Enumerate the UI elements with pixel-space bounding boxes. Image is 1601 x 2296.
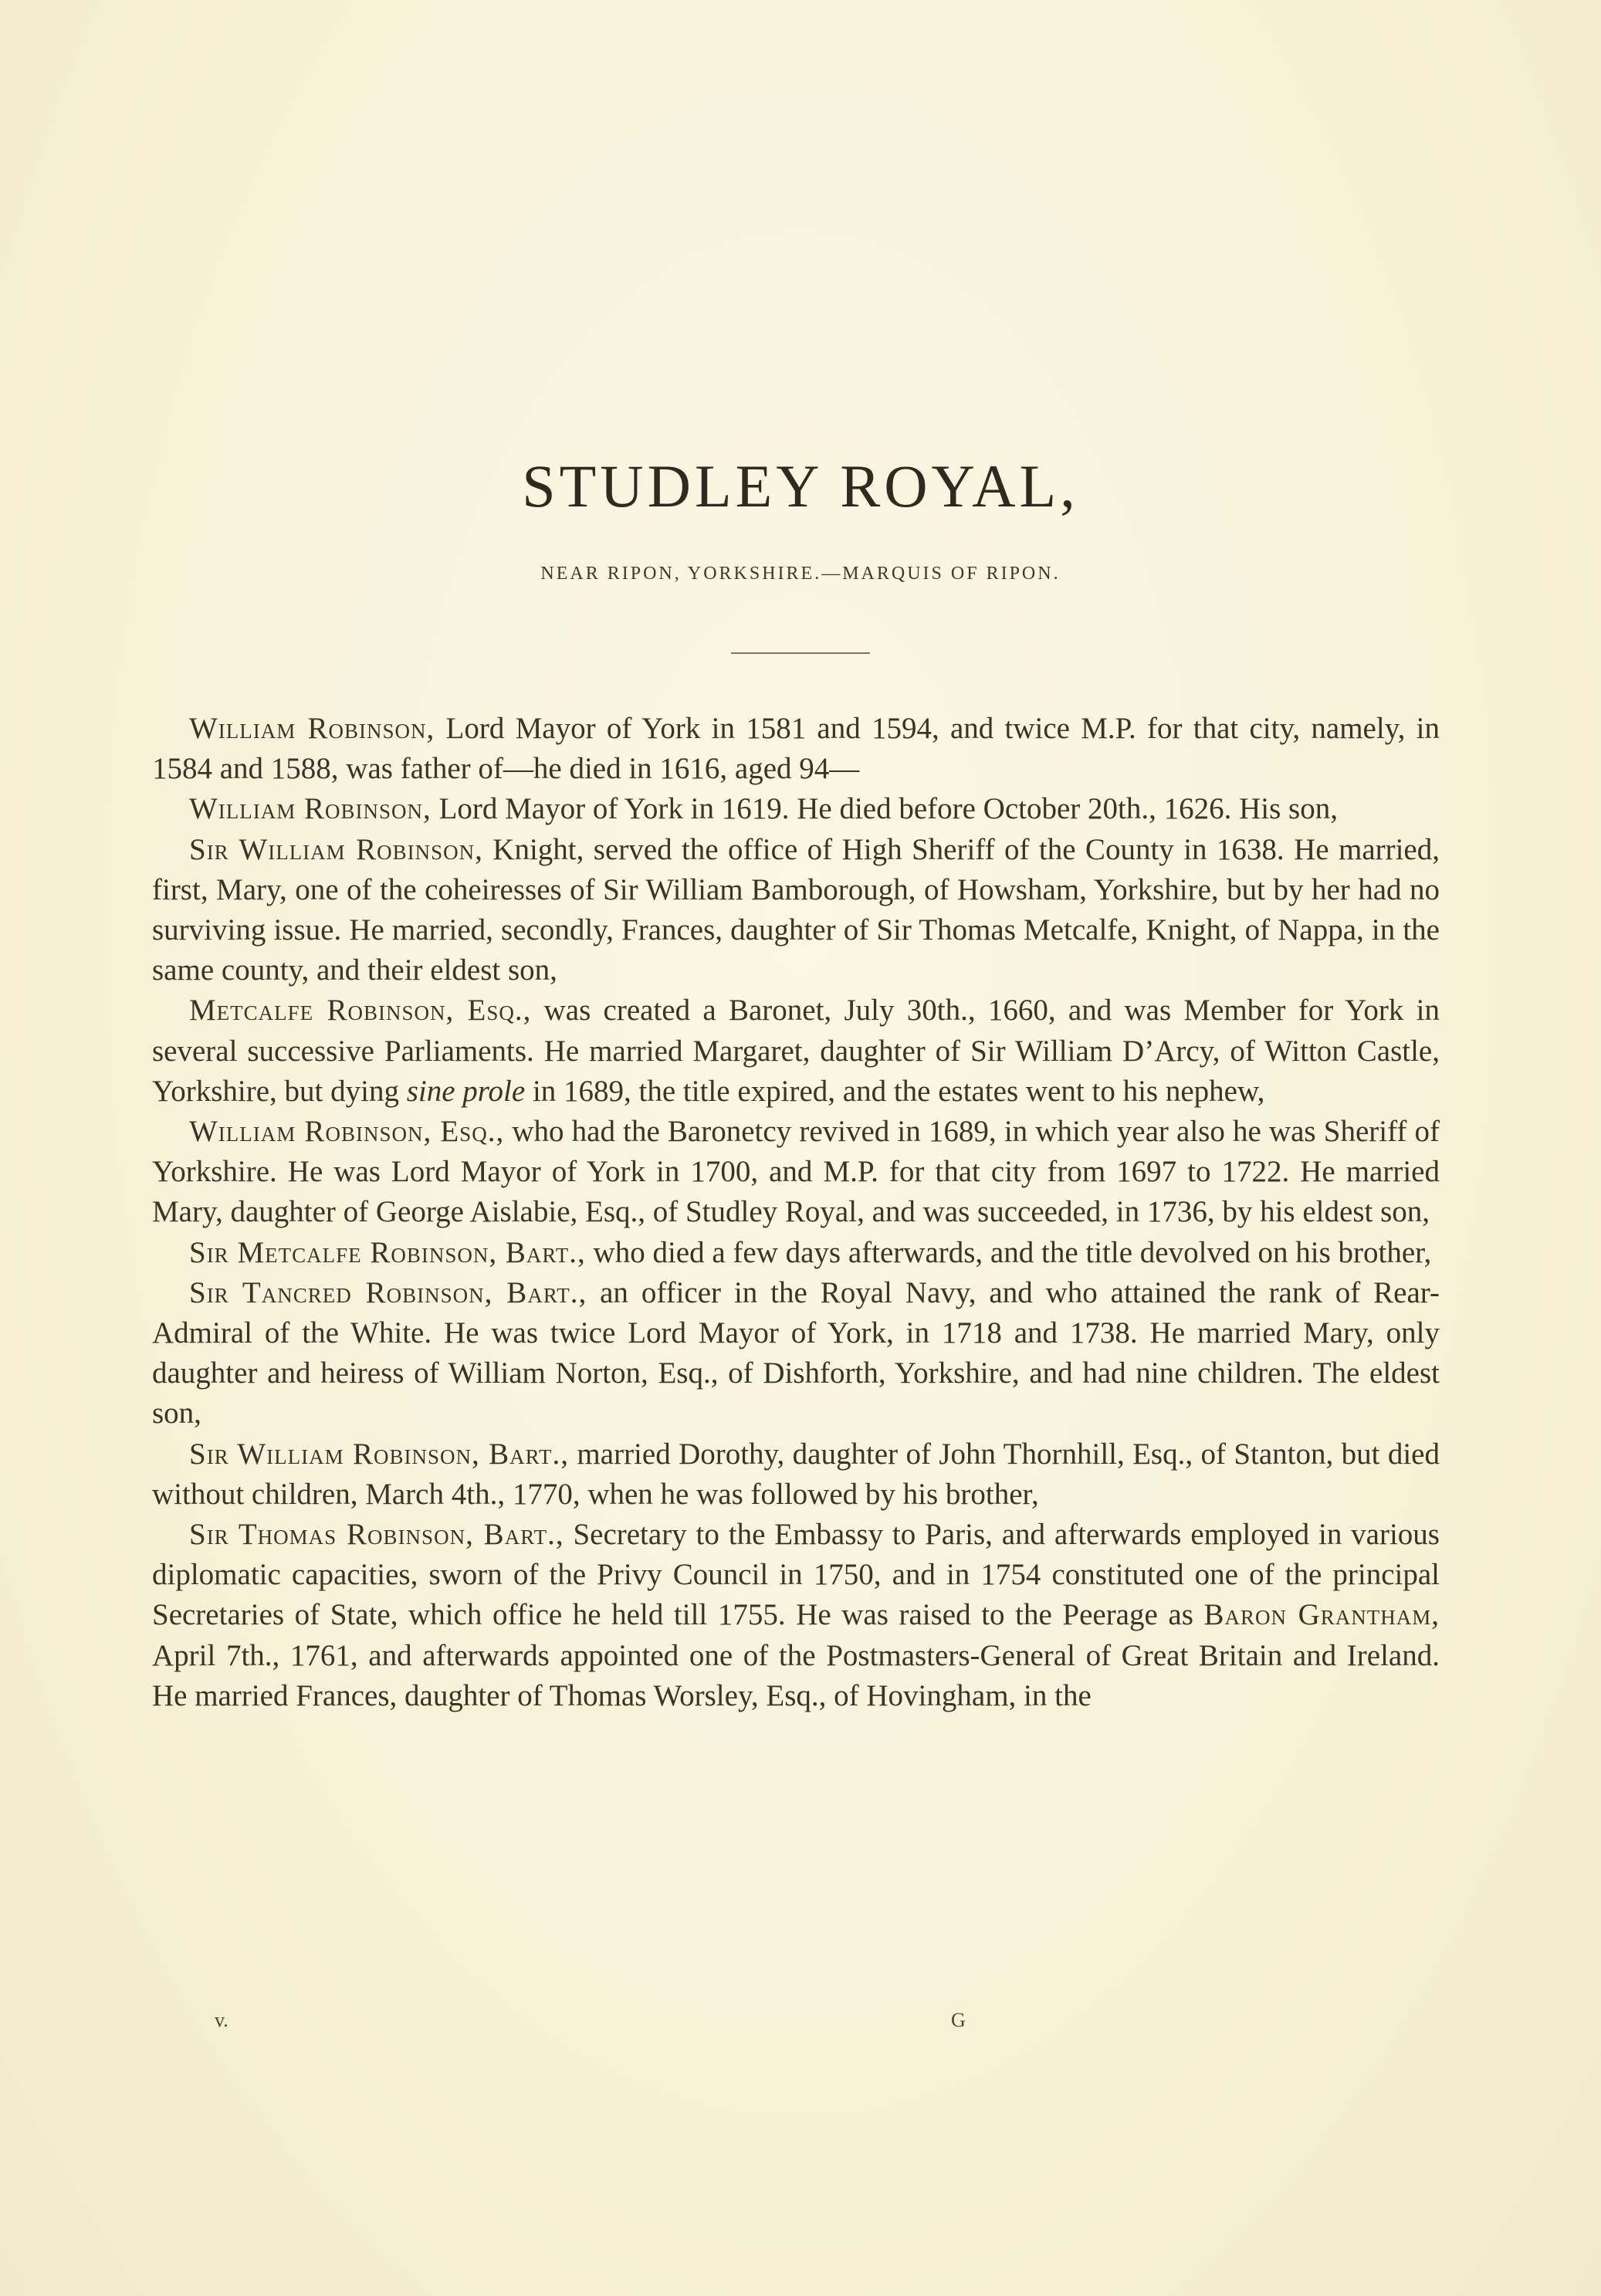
page-title: STUDLEY ROYAL, xyxy=(522,452,1079,520)
paragraph xyxy=(152,1434,1440,1515)
italic-phrase: sine prole xyxy=(406,1074,526,1108)
paragraph-text: was created a Baronet, July 30th., 1660, and was Member for York in several successive Parliaments. He married Margaret, daughter of Sir William D’Arcy, of Witton Castle, Yorkshire, but dying xyxy=(152,994,1440,1108)
person-name: Sir William Robinson, Bart., xyxy=(189,1437,570,1471)
person-name: Sir Thomas Robinson, Bart., xyxy=(189,1518,564,1552)
paragraph xyxy=(152,709,1440,789)
paragraph-text: who had the Baronetcy revived in 1689, in which year also he was Sheriff of Yorkshire. He was Lord Mayor of York in 1700, and M.P. for that city from 1697 to 1722. He married Mary, daughter of George Aislabie, Esq., of Studley Royal, and was succeeded, in 1736, by his eldest son, xyxy=(152,1115,1440,1229)
signature-mark: G xyxy=(951,2009,966,2031)
paragraph-text: Secretary to the Embassy to Paris, and afterwards employed in various diplomatic capacities, sworn of the Privy Council in 1750, and in 1754 constituted one of the principal Secretaries of State, which office he held till 1755. He was raised to the Peerage as xyxy=(152,1518,1440,1632)
volume-mark: v. xyxy=(215,2009,228,2031)
title-divider xyxy=(731,652,870,654)
paragraph-text: who died a few days afterwards, and the title devolved on his brother, xyxy=(585,1235,1432,1269)
paragraph xyxy=(152,1112,1440,1233)
person-name: Sir Metcalfe Robinson, Bart., xyxy=(189,1235,586,1269)
page-subtitle: NEAR RIPON, YORKSHIRE.—MARQUIS OF RIPON. xyxy=(540,564,1061,584)
person-name: William Robinson, xyxy=(189,792,432,826)
paragraph-text: married Dorothy, daughter of John Thornhill, Esq., of Stanton, but died without children, March 4th., 1770, when he was followed by his brother, xyxy=(152,1437,1440,1511)
page-footer xyxy=(0,2009,1601,2040)
paragraph-text: Lord Mayor of York in 1619. He died before October 20th., 1626. His son, xyxy=(431,792,1338,826)
person-name: Baron Grantham, xyxy=(1203,1598,1440,1632)
paragraph-text: an officer in the Royal Navy, and who attained the rank of Rear-Admiral of the White. He was twice Lord Mayor of York, in 1718 and 1738. He married Mary, only daughter and heiress of William Norton, Esq., of Dishforth, Yorkshire, and had nine children. The eldest son, xyxy=(152,1275,1440,1431)
person-name: Sir William Robinson, xyxy=(189,832,483,866)
paragraph xyxy=(152,789,1440,829)
paragraph-text: Lord Mayor of York in 1581 and 1594, and twice M.P. for that city, namely, in 1584 and 1588, was father of—he died in 1616, aged 94— xyxy=(152,712,1440,786)
paragraph xyxy=(152,1233,1440,1273)
paragraph xyxy=(152,830,1440,991)
person-name: Sir Tancred Robinson, Bart., xyxy=(189,1275,587,1309)
person-name: Metcalfe Robinson, Esq., xyxy=(189,994,532,1028)
body-text xyxy=(152,709,1440,1716)
paragraph xyxy=(152,1515,1440,1716)
person-name: William Robinson, Esq., xyxy=(189,1115,505,1149)
paragraph-text: Knight, served the office of High Sheriff of the County in 1638. He married, first, Mary, one of the coheiresses of Sir William Bamborough, of Howsham, Yorkshire, but by her had no surviving issue. He married, secondly, Frances, daughter of Sir Thomas Metcalfe, Knight, of Nappa, in the same county, and their eldest son, xyxy=(152,832,1440,987)
paragraph-text: in 1689, the title expired, and the estates went to his nephew, xyxy=(525,1074,1265,1108)
paragraph xyxy=(152,1273,1440,1434)
paragraph-text: April 7th., 1761, and afterwards appointed one of the Postmasters-General of Great Britain and Ireland. He married Frances, daughter of Thomas Worsley, Esq., of Hovingham, in the xyxy=(152,1638,1440,1712)
person-name: William Robinson, xyxy=(189,712,435,745)
paragraph xyxy=(152,991,1440,1112)
